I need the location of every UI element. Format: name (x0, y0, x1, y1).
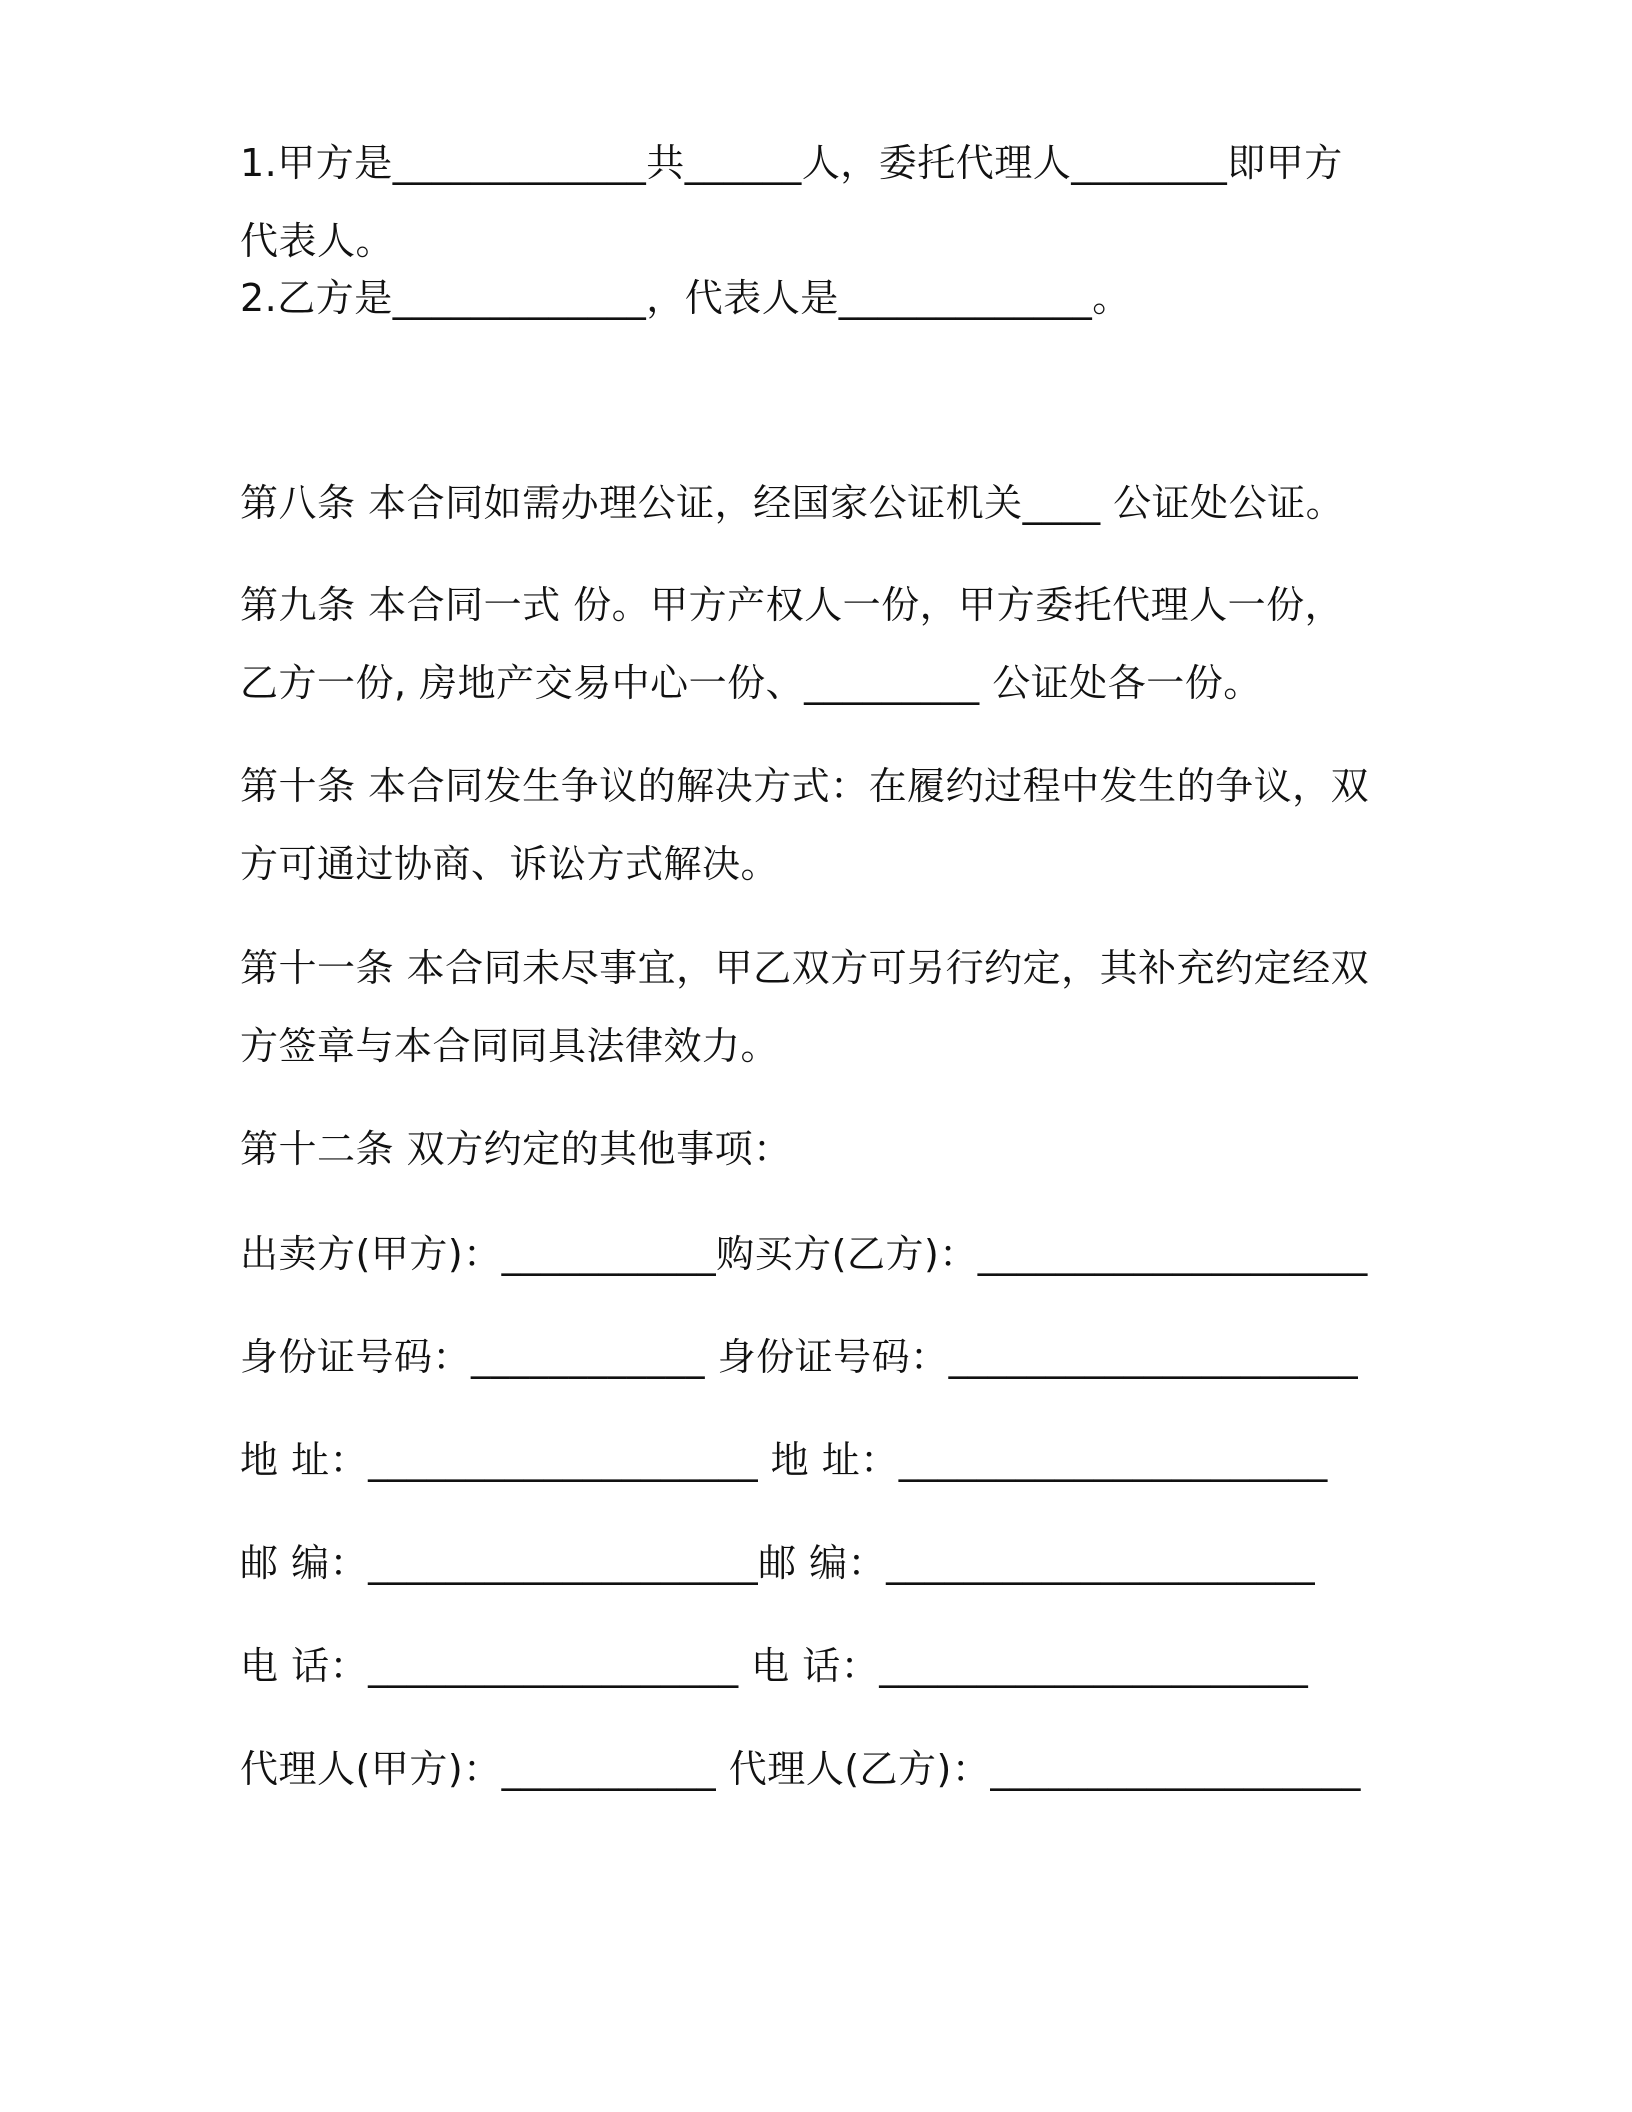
agent-row: 代理人(甲方)：___________ 代理人(乙方)：___________________ (240, 1747, 1361, 1791)
address-row: 地 址：____________________ 地 址：______________________ (240, 1438, 1328, 1482)
article-9: 第九条 本合同一式 份。甲方产权人一份，甲方委托代理人一份，乙方一份, 房地产交易中心一份、_________ 公证处各一份。 (240, 583, 1344, 705)
seller-buyer-row: 出卖方(甲方)：___________购买方(乙方)：____________________ (240, 1232, 1368, 1276)
clause-party-a: 1.甲方是_____________共______人，委托代理人________即甲方代表人。 (240, 141, 1343, 263)
phone-row: 电 话：___________________ 电 话：______________________ (240, 1644, 1309, 1688)
clause-party-b: 2.乙方是_____________，代表人是_____________。 (240, 276, 1131, 320)
article-12: 第十二条 双方约定的其他事项： (240, 1127, 792, 1171)
postcode-row: 邮 编：____________________邮 编：______________________ (240, 1541, 1316, 1585)
article-11: 第十一条 本合同未尽事宜，甲乙双方可另行约定，其补充约定经双方签章与本合同同具法律效力。 (240, 946, 1370, 1068)
id-number-row: 身份证号码：____________ 身份证号码：_____________________ (240, 1335, 1359, 1379)
article-8: 第八条 本合同如需办理公证，经国家公证机关____ 公证处公证。 (240, 481, 1345, 525)
article-10: 第十条 本合同发生争议的解决方式：在履约过程中发生的争议，双方可通过协商、诉讼方式解决。 (240, 764, 1370, 886)
